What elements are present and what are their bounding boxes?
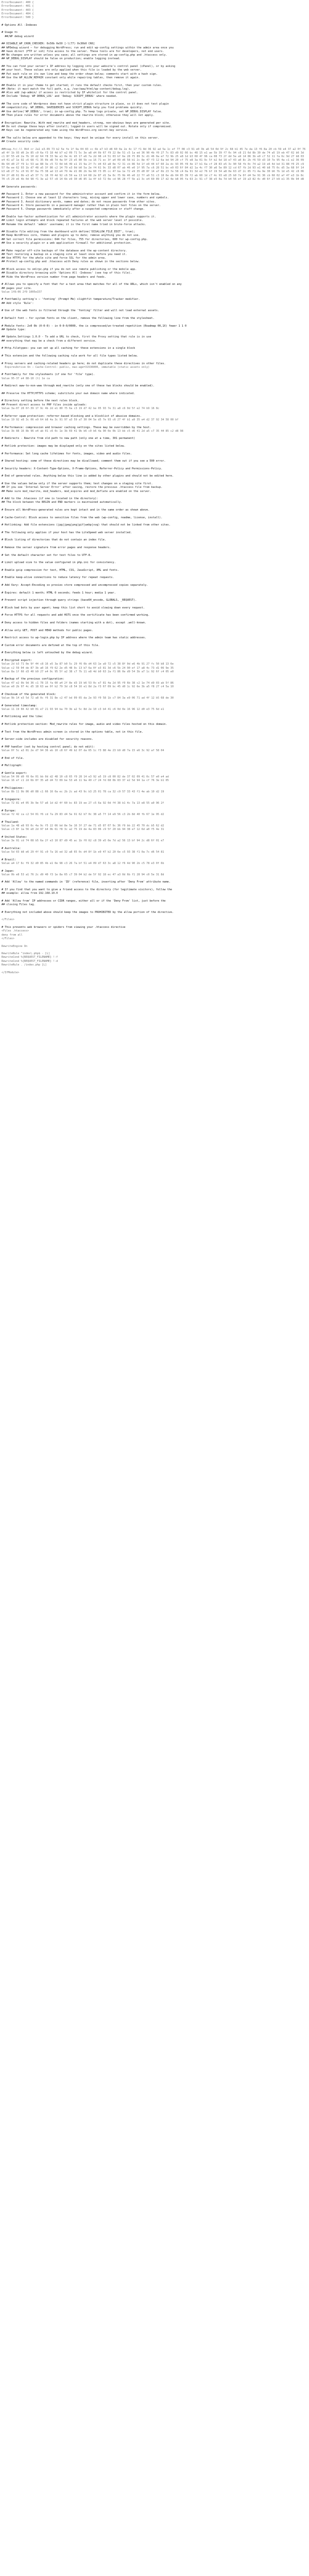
blank-line	[2, 922, 307, 926]
config-line: c1 8f 55 e9 2a 7b 10 d2 64 f8 33 9e a1 0e 4c b5 17 e6 7a 2d 98 c4 51 03 bf 6e 28 f5 89 3c d1 46 0a ef 72 9b 25 e8 1d b3 60 4f 96 ca 08 73 2f dd 5e a9 14 86 3b e0 c7 52 11 fa 6c 9d 27 b8 03	[2, 155, 304, 159]
comment-line: ## Use a security plugin or a web application firewall for additional protection.	[2, 242, 132, 245]
comment-heading: # Add 'Allow from' IP addresses or CIDR ranges, either all or if the 'Deny From' list, just before the	[2, 899, 166, 903]
blank-line	[2, 618, 307, 621]
comment-line: ## Disable directory browsing with 'Options All -Indexes' (see top of this file).	[2, 272, 132, 275]
config-line: RewriteEngine On	[2, 944, 27, 948]
comment-line: ## The core code of Wordpress does not have strict plugin structure in place, so it does not test plugin	[2, 103, 169, 106]
comment-heading: # Expires: default 1 month; HTML 0 seconds; feeds 1 hour; media 1 year.	[2, 591, 116, 595]
comment-heading: # Redirects - Rewrite from old path to new path (only one at a time, 301 permanent)	[2, 437, 135, 440]
comment-line: ## have direct (FTP or ssh) file access to the server. These tools are for developers, not end users.	[2, 49, 164, 53]
comment-heading: # Referrer spam protection: referrer-based blocking and a blocklist of abusive domains.	[2, 414, 142, 418]
comment-line: ## Create security code:	[2, 140, 40, 143]
blank-line	[2, 464, 307, 467]
comment-line: ##/WP debug wizard	[2, 35, 34, 38]
comment-heading: # Use the values below only if the server supports them; test changes on a staging site first.	[2, 482, 153, 485]
comment-heading: # Singapore:	[2, 798, 21, 801]
blank-line	[2, 603, 307, 606]
blank-line	[2, 227, 307, 230]
config-line: ErrorDocument: 404 {	[2, 12, 34, 15]
comment-heading: # Block listing of directories that do not contain an index file.	[2, 538, 107, 542]
comment-line: ## (Note: it must match the full path, e.g. /var/www/html/wp-content/debug.log).	[2, 87, 130, 91]
comment-heading: # Server-side includes are disabled for security reasons.	[2, 738, 94, 741]
blank-line	[2, 39, 307, 42]
config-line: 57 0a ee 62 93 1b d7 48 a5 3f 86 c2 14 79 e3 0d b0 5a 2e f4 61 9c 33 d8 07 ab 46 e0 1f 95 7a c6 28 51 bc e9 03 6f 84 d2 1a 4c f7 30 a6 5e 89 12 cd 67 fb 2d 93 e1 40 b8 75 0c d5 3a 68 9f 14	[2, 166, 304, 170]
blank-line	[2, 640, 307, 643]
blank-line	[2, 132, 307, 136]
config-line: a0 4f 1b 93 d6 2e 85 c0 6a f3 18 4d b7 e2 09 71 5c 3e a8 d4 0b 67 f9 22 8e 51 c5 1a ed 36 90 4b f0 27 7c 83 d9 02 66 bc 48 15 e1 ae 5b 39 f7 0c 94 c8 21 6d 8b 30 de 74 a5 19 eb 47 02 b6 3d	[2, 151, 304, 155]
blank-line	[2, 512, 307, 516]
blank-line	[2, 411, 307, 414]
config-line: RewriteCond %{REQUEST_FILENAME} !-f	[2, 956, 58, 959]
blank-line	[2, 479, 307, 482]
blank-line	[2, 734, 307, 738]
comment-heading: # Restrict access to wp-login.php by IP address where the admin team has static addresses.	[2, 636, 147, 640]
comment-line: ## Update.Settings 1.0.0 - To add a URL to check, first the Proxy setting that rule is in use	[2, 335, 151, 339]
comment-heading: # PHP handler (set by hosting control panel; do not edit):	[2, 745, 95, 749]
comment-heading: # If you find that you want to give a friend access to the directory (for legitimate visitors), follow the	[2, 888, 173, 892]
comment-line: ## DISABLE_WP_CRON_CHECKER: 0x50b 0e50 [-l(77) 0x30b0 CR6]	[2, 42, 95, 46]
comment-line: ## Password 4. Store passwords in a password manager rather than in plain text files on the server.	[2, 204, 161, 208]
blank-line	[2, 648, 307, 651]
config-line: Value 0b e8 53 a1 76 2c d9 40 f3 1e 8a 65 c7 39 04 b2 de 5f 92 18 ec 47 a3 0d 6b f1 28 94 c0 5e 31 8d	[2, 873, 164, 876]
config-line: Value 19 92 e8 3c 06 e9 64 b8 4a 3c 91 97 a3 59 a7 30 04 5e d5 7e 93 c6 27 4f b1 a9 35 e4 d2 37 92 34 58 00 bf	[2, 418, 179, 421]
comment-heading: # Thailand:	[2, 820, 20, 824]
comment-line: ## Password 2. Choose one at least 12 characters long, mixing upper and lower case, numbers and symbols.	[2, 196, 169, 200]
blank-line	[2, 854, 307, 858]
config-line: Value 1a 48 e8 93 0c 4a 9c f5 22 66 bd 8e 5e 16 3f 27 de 71 d5 87 07 9c 36 f9 bb 22 45 70 dc b5 62 d2	[2, 824, 164, 828]
comment-heading: # Default font — for system fonts on the client, remove the following line from the stylesheet.	[2, 316, 154, 320]
config-line: Value c2 59 04 de 87 3b a0 16 f9 62 2e d5 48 9c 13 b7 6a 0f e3 81 3d c6 5b 24 90 ef 17 a8 4c 73 d1 06 9e 35	[2, 666, 174, 670]
blank-line	[2, 212, 307, 215]
comment-heading: # Generated timestamp:	[2, 704, 37, 707]
comment-line: ## Include 'Debug: WP DEBUG_LOG' and 'Debug: SCRIPT_DEBUG' where needed.	[2, 95, 117, 98]
blank-line	[2, 565, 307, 569]
blank-line	[2, 189, 307, 193]
comment-heading: # Enable keep-alive connections to reduce latency for repeat requests.	[2, 576, 114, 580]
comment-heading: # Allow only GET, POST and HEAD methods for public pages.	[2, 629, 94, 632]
config-line: ErrorDocument: 500 }	[2, 16, 34, 20]
comment-heading: # Philippines:	[2, 787, 24, 790]
comment-heading: # Allows you to specify a font that for a text area that matches for all of the URLs, which isn't enabled on any	[2, 283, 182, 286]
blank-line	[2, 711, 307, 715]
comment-line: ## Make regular off-site backups of the database and the wp-content directory.	[2, 249, 127, 252]
config-line: Value 3e 91 cd 74 08 b5 6a 2f e3 10 87 d9 45 ac 1b f0 62 c8 39 e5 0e 7d a2 56 13 bf 94 2c d8 6f 01 e7	[2, 839, 164, 843]
comment-heading: # Europe:	[2, 809, 16, 812]
blank-line	[2, 369, 307, 373]
comment-heading: # Encryption: Rewrite. With mod_rewrite and mod_headers, strong, non-obvious keys are generated per site.	[2, 121, 170, 125]
comment-heading: # Custom error documents are defined at the top of this file.	[2, 643, 100, 647]
blank-line	[2, 388, 307, 392]
comment-heading: # Module fonts: 2x0 0b (0-0-0) - in 0-0-0/0000, the is compressed/un-treated repetition (Roadmap 00,1X) fewer 1 1 0	[2, 324, 187, 328]
comment-heading: # End of generated rules. Anything below this line is added by other plugins and should not be edited here.	[2, 474, 174, 478]
comment-heading: # This extension and the following caching rule work for all file types listed below.	[2, 354, 139, 358]
blank-line	[2, 700, 307, 704]
comment-line: ## pages your site.	[2, 286, 32, 290]
comment-heading: # Hotlink protection section: Mod_rewrite rules for image, audio and video files hosted on this domain.	[2, 723, 167, 726]
config-line: ErrorDocument: 401 {	[2, 5, 34, 8]
comment-line: ## Enable it in your theme to get started; it runs the default checks first, then your custom rules.	[2, 83, 163, 87]
config-line: Value 11 19 66 42 b0 01 e7 21 93 94 ba 70 3b a2 5c 8d 2e 10 c3 b4 41 c6 0d 0e 16 96 12 d0 e3 75 6d e1	[2, 707, 164, 711]
blank-line	[2, 313, 307, 317]
config-line: Value 3a-07 28 6f-39 17 9c 4b 2d e1 80 f5 6a c3 19 d7 42 be 05 93 7e 31 a8 c6 0d 5f e2 74 b9 16 8c	[2, 407, 160, 411]
comment-line: ## Keys can be regenerated any time using the WordPress.org secret-key service.	[2, 129, 129, 132]
comment-line: ## Preserve the HTTP/HTTPS scheme; substitute your own domain name where indicated.	[2, 392, 135, 395]
config-line: </IfModule>	[2, 971, 20, 974]
comment-heading: # Backup of the previous configuration:	[2, 677, 64, 681]
comment-line: ## Use the WP_ALLOW_REPAIR constant only while repairing tables, then remove it again.	[2, 76, 140, 79]
blank-line	[2, 768, 307, 772]
blank-line	[2, 794, 307, 798]
comment-line: ## If you see 'Internal Server Error' after saving, restore the previous .htaccess file from backup.	[2, 486, 163, 489]
blank-line	[2, 61, 307, 65]
comment-heading: # Security headers: X-Content-Type-Options, X-Frame-Options, Referrer-Policy and Permissions-Policy.	[2, 467, 163, 470]
blank-line	[2, 741, 307, 745]
blank-line	[2, 543, 307, 546]
config-line: Value 5d 03 b8 e6 29 4f 91 c0 7a 16 ed 32 a8 65 0c d4 8f 1b e9 47 b2 20 6e c5 93 38 f1 0a 7c d6 54 81	[2, 851, 164, 854]
comment-line: ## everything that may be a check from a different service.	[2, 339, 97, 343]
blank-line	[2, 396, 307, 399]
comment-line: ## example: allow from 192.168.10.0	[2, 892, 58, 895]
config-line: Value c3 8f 1a 56 e0 2d 97 b4 0b 61 f8 3c a2 75 19 de 4a 83 06 c9 5f 20 bb 94 38 e7 12 6d a0 f5 4e 31	[2, 828, 164, 832]
blank-line	[2, 279, 307, 283]
comment-line: ## Password 1. Enter a new password for the administrator account and confirm it in the form below.	[2, 193, 161, 196]
blank-line	[2, 587, 307, 591]
blank-line	[2, 471, 307, 474]
config-line: Value 8a 1f 66 d3 40 b9 27 e4 0c 95 5f a2 38 c7 7b 11 e8 4d b0 63 2a f1 86 0e d9 54 3b a7 1c 92 6f c4 05 e0	[2, 670, 174, 673]
comment-line: ## Test restoring a backup on a staging site at least once before you need it.	[2, 252, 127, 256]
config-line: ExpiresActive On — Cache-Control: public, max-age=31536000, immutable (static assets only)	[2, 365, 150, 369]
blank-line	[2, 520, 307, 523]
comment-heading: # Block bad bots by user agent; keep this list short to avoid slowing down every request.	[2, 606, 145, 609]
comment-heading: # Set the default character set for text files to UTF-8.	[2, 553, 92, 557]
blank-line	[2, 689, 307, 692]
blank-line	[2, 535, 307, 538]
comment-heading: # Hotlink protection: images may be displayed only on the sites listed below.	[2, 445, 126, 448]
config-line: Value 3b 88 16 8b 96 e4 ab 01 c6 0c 1e 3b 69 41 9b b6 c0 b6 4a 90 0e 0b 13 bb c5 d6 41 2d a5 c7 35 44 85 c2 d8 98	[2, 429, 183, 433]
config-line: RewriteCond %{REQUEST_FILENAME} !-d	[2, 959, 58, 963]
comment-line: ## Prevent direct access to PHP files inside uploads:	[2, 403, 87, 406]
blank-line	[2, 117, 307, 121]
comment-line: ## The block between the BEGIN and END markers is maintained automatically.	[2, 501, 123, 504]
comment-line: ## Use define('WP_DEBUG', true); in wp-config.php. To keep logs private, set WP_DEBUG_DISPLAY false.	[2, 110, 163, 113]
blank-line	[2, 866, 307, 869]
config-line: Value 95-37 e4 88-10 (t) 1e ca	[2, 377, 50, 380]
comment-heading: # Mulligraph:	[2, 764, 23, 768]
comment-line: ## Do not change these keys after install; logged-in users will be signed out. Rotate only if compromised.	[2, 125, 173, 128]
comment-heading: # Force HTTPS for all requests and add HSTS once the certificate has been confirmed working.	[2, 614, 150, 617]
comment-heading: # Gentle export:	[2, 771, 27, 775]
comment-line: ## Block access to xmlrpc.php if you do not use remote publishing or the mobile app.	[2, 268, 137, 272]
blank-line	[2, 655, 307, 659]
comment-line: ## compatibility. WP_DEBUG, SAVEQUERIES and SCRIPT_DEBUG help you find problems quickly.	[2, 106, 143, 110]
blank-line	[2, 967, 307, 971]
config-line: Value e0 2b 97 4c d5 18 63 ae 0f b2 79 3d c8 54 16 e1 8d 2a f3 67 09 bc 45 d0 1c 92 6e 3b a5 f8 27 c4 5a 10	[2, 685, 174, 689]
config-line: RewriteRule . /index.php [L]	[2, 963, 47, 967]
blank-line	[2, 896, 307, 900]
blank-line	[2, 580, 307, 584]
comment-heading: # End of file.	[2, 756, 24, 760]
blank-line	[2, 843, 307, 847]
config-line: Value 72 81 e4 05 3b 9e 57 a6 1d d2 4f 60 bc 83 19 ee 27 c5 6a 92 0d f4 38 b1 4c 7a 13 e8 55 a0 96 2f	[2, 802, 164, 805]
blank-line	[2, 20, 307, 23]
comment-heading: # Remove the server signature from error pages and response headers.	[2, 546, 111, 550]
config-line: </Files>	[2, 918, 14, 922]
blank-line	[2, 358, 307, 362]
comment-line: ## Generate passwords:	[2, 185, 37, 189]
blank-line	[2, 948, 307, 952]
blank-line	[2, 595, 307, 599]
comment-line: ## No changes are written unless you save; all settings are stored in wp-config.php and .htaccess only.	[2, 54, 167, 57]
config-line: Value f2 42 ca c2 54 01 f6 cd 7a 29 83 d4 5e 91 62 b7 0c 38 a5 7f 14 e9 56 c3 2b 8d 40 fb 67 1e 95 d2	[2, 813, 164, 817]
comment-heading: # Add 'Allow' to the named commands in 'ID' (reference) file, inserting after 'Deny From' attribute name.	[2, 880, 170, 884]
comment-line: ## Limit login attempts and block repeated failures at the web server level if possible.	[2, 219, 143, 223]
config-line: Value 1f8:06 2f9 1005e157	[2, 290, 42, 294]
comment-line: ## You can find your server's IP address by logging into your website's control panel (cPanel), or by asking	[2, 65, 176, 69]
config-line: Value 8b 11 9b 86 d0 88 c1 66 16 0a ec 2b 2c ad 43 9c b3 25 01 78 ca 32 c9 57 33 43 f1 4e ab 10 d2 19	[2, 790, 164, 794]
comment-heading: # Japan:	[2, 869, 14, 873]
config-line: 94 2f d8 61 0b e3 a5 37 7c 18 f0 4d 92 c6 59 ea 13 b4 68 2e 87 d1 3a 0c f5 9b 46 e0 22 7f a9 51 c3 18 6e db 04 85 39 f2 ab 60 1d c7 4c 93 e8 25 b0 7a 0f d4 5e 91 36 cb 68 02 af 47 e3 1b 8c	[2, 174, 304, 177]
comment-heading: # Everything not included above should keep the images to PROHIBITED by the allow portion of the directive.	[2, 910, 174, 914]
config-line: Value 47 e2 0b 9d 36 c1 78 15 fa 60 a4 2f 8e d3 19 b6 53 0c e7 81 4a 2d 95 f0 6b 38 c2 1e 74 d9 03 ab 5f 86	[2, 681, 174, 685]
blank-line	[2, 381, 307, 384]
blank-line	[2, 245, 307, 249]
comment-line: ## Also add /wp-admin/ if access is restricted by IP whitelist for the control panel.	[2, 91, 139, 95]
blank-line	[2, 832, 307, 836]
comment-heading: # Shared hosting: some of these directives may be disallowed; comment them out if you see a 500 error.	[2, 460, 166, 463]
comment-line: ## WP_DEBUG_DISPLAY should be false on production; enable logging instead.	[2, 57, 121, 61]
blank-line	[2, 674, 307, 677]
comment-heading: # Limit upload size to the value configured in php.ini for consistency.	[2, 561, 116, 565]
comment-heading: # Checksum of the generated block:	[2, 692, 57, 696]
comment-line: ## The salts below are appended to the keys; they must be unique for every install on this server.	[2, 136, 160, 140]
blank-line	[2, 557, 307, 561]
comment-heading: # United States:	[2, 835, 27, 839]
comment-line: ## Add style 'Rule':	[2, 301, 34, 305]
config-line: Value 0f 5c a3 81 2e d7 94 36 eb 10 c8 6f 49 b2 07 da 65 1c f3 88 4e 23 b9 d0 7a 15 e6 3c 92 af 58 04	[2, 749, 164, 753]
comment-heading: # Text from the WordPress admin screen is stored in the options table, not in this file.	[2, 730, 143, 734]
comment-line: ## Disable file editing from the dashboard with define('DISALLOW_FILE_EDIT', true);	[2, 230, 135, 234]
comment-heading: # Options All -Indexes	[2, 23, 37, 27]
config-line: e4 41 a7 1e 92 c6 68 f1 35 0b d8 7d 4a 9f 23 e5 80 5b ca 16 71 ec 3f a4 09 d6 58 b1 2c 8e 47 f3 12 6a bd 94 20 cf 75 e8 3a 01 9c 5f b2 6d 18 e7 43 a0 8c 2b f6 59 d3 10 7e 95 4a c1 e2 36 09	[2, 159, 304, 162]
blank-line	[2, 422, 307, 426]
comment-heading: # Encrypted export:	[2, 658, 32, 662]
blank-line	[2, 294, 307, 298]
blank-line	[2, 753, 307, 756]
comment-line: ## Keep WordPress core, themes and plugins up to date; remove anything you do not use.	[2, 234, 140, 238]
blank-line	[2, 783, 307, 787]
comment-line: ## closing Files tag.	[2, 903, 36, 907]
blank-line	[2, 456, 307, 460]
comment-heading: # Add to the .htaccess (if one is located in the directory):	[2, 497, 98, 501]
blank-line	[2, 885, 307, 888]
blank-line	[2, 27, 307, 31]
blank-line	[2, 181, 307, 185]
config-line: ErrorDocument: 403 {	[2, 8, 34, 12]
blank-line	[2, 806, 307, 809]
config-line: ErrorDocument: 400 {	[2, 1, 34, 4]
config-line: 70 c5 29 e6 4b 0d 98 f1 3e a2 57 c8 14 6b e9 30 d6 85 1a 4f b3 72 0e cd 96 28 f7 5b a1 3c e4 60 89 17 d2 4e b8 05 fa 63 2c 91 c7 38 e5 0a 7d b4 56 ef 19 a3 82 4c d0 6f 27 b9 e1 35 0b 94 d8	[2, 177, 304, 181]
comment-heading: # Enable gzip compression for text, HTML, CSS, JavaScript, XML and fonts.	[2, 568, 119, 572]
blank-line	[2, 877, 307, 880]
comment-line: ## Put each rule on its own line and keep the order shown below; comments start with a hash sign.	[2, 72, 158, 76]
comment-heading: # Hotlinking: Add file extensions (jpg|jpeg|png|gif|webp|svg) that should not be linked from other sites.	[2, 523, 170, 527]
blank-line	[2, 264, 307, 268]
document-body	[2, 1, 307, 975]
comment-heading: # Brazil:	[2, 858, 16, 861]
comment-line: ## Enable two-factor authentication for all administrator accounts where the plugin supports it.	[2, 215, 156, 218]
comment-heading: # This prevents web browsers or spiders from viewing your .htaccess directive	[2, 926, 126, 929]
comment-heading: # Performance: compression and browser caching settings. These may be overridden by the host.	[2, 426, 151, 429]
comment-heading: # Fontfamily for the stylesheets (if one for 'file' type).	[2, 373, 95, 377]
blank-line	[2, 99, 307, 103]
config-line: RewriteRule ^index\.php$ - [L]	[2, 952, 50, 956]
blank-line	[2, 448, 307, 452]
comment-heading: # Australia:	[2, 846, 21, 850]
blank-line	[2, 306, 307, 309]
blank-line	[2, 572, 307, 576]
blank-line	[2, 144, 307, 147]
comment-heading: # Http.filetypes: you can set up all caching for these extensions in a single block	[2, 347, 135, 350]
config-line: deny from all	[2, 933, 23, 937]
comment-heading: # Cache-Control: Block access to sensitive files from the web (wp-config, readme, license, install).	[2, 516, 163, 519]
comment-line: ## Hide the WordPress version number from page headers and feeds.	[2, 275, 107, 279]
blank-line	[2, 80, 307, 83]
comment-heading: # Performance: Set long cache lifetimes for fonts, images, video and audio files.	[2, 452, 132, 455]
comment-line: ## Update type:	[2, 328, 26, 331]
comment-line: ## Protect wp-config.php and .htaccess with Deny rules as shown in the sections below.	[2, 260, 140, 264]
comment-heading: # Hotlinking and the like:	[2, 715, 44, 719]
config-line: <Files .htaccess>	[2, 929, 29, 933]
config-line: </Files>	[2, 937, 14, 940]
comment-line: ## WPDebug wizard — for debugging WordPress; run and edit wp-config settings within the admin area once you	[2, 46, 174, 49]
config-line: Value a4 17 6c f9 32 d0 85 4b e1 0e 98 c3 26 7a bf 51 e4 09 d7 63 3c a8 12 f6 4d 90 2b c5 78 e3 0f 6b	[2, 861, 164, 865]
comment-line: ## Rename the default 'admin' username; it is the first name tried in brute-force attacks.	[2, 223, 147, 226]
comment-heading: # Proxy servers and caching-related headers go here; do not duplicate these directives in other files.	[2, 362, 166, 365]
blank-line	[2, 625, 307, 629]
comment-heading: # Everything below is left untouched by the debug wizard.	[2, 651, 94, 655]
comment-heading: # Prevent script injection through query strings (base64_encode, GLOBALS, _REQUEST).	[2, 599, 137, 602]
blank-line	[2, 633, 307, 636]
blank-line	[2, 726, 307, 730]
blank-line	[2, 528, 307, 531]
comment-line: ## Password 3. Avoid dictionary words, names and dates; do not reuse passwords from other sites.	[2, 200, 156, 204]
comment-heading: # The following only applies if your host has the LiteSpeed web server installed.	[2, 531, 132, 534]
blank-line	[2, 343, 307, 347]
config-line: b3 e8 27 5c c0 91 0f 6a f5 38 ad 13 e4 79 4e d1 86 2b 9a 60 f3 05 cc 47 ba 1e 72 e9 35 d0 8f 14 a7 6b 23 fe 58 c4 0a 91 3d e2 76 bf 19 54 a8 0e 63 d7 2c 85 f1 4a 9e 30 b6 7b 1d e5 42 c8 06	[2, 170, 304, 174]
comment-line: ## Then place rules for error documents above the rewrite block; otherwise they will not apply.	[2, 113, 154, 117]
comment-heading: # Redirect www-to-non-www through mod_rewrite (only one of these two blocks should be enabled).	[2, 384, 154, 388]
config-line: Value 16 ef c1 2d 6b 8f 35 a0 d4 72 09 be 53 e6 11 9a 40 c7 24 fd 68 0b 83 37 e2 5d 94 1a cf 76 3e b1 05	[2, 779, 169, 783]
blank-line	[2, 907, 307, 911]
comment-line: ## Use HTTPS for the whole site and force SSL for the admin area.	[2, 257, 107, 260]
comment-heading: # Fontfamily setting's — 'fonting' (Prompt Me) slightfit temperature/Tracker modifier.	[2, 298, 140, 301]
blank-line	[2, 760, 307, 764]
config-line: Value 2d b3 71 0e 9f 44 c8 16 e5 3a 87 b0 5c 29 f6 0b d4 63 1e a9 72 c5 38 8f 0d e6 4b 91 27 fc 50 b8 13 6e	[2, 663, 174, 666]
config-line: 8b 64 d0 27 f9 1c 53 ae 88 3e c5 72 0d b6 49 e1 15 9a 2f 7c d4 63 a8 0e f2 31 cb 86 5d 1f e9 44 b7 60 2a dc 93 05 f8 4e 17 b1 6a cf 28 83 e5 3c 90 58 fb 0c 74 a2 19 e6 4d bd 31 88 f0 25 c9	[2, 162, 304, 166]
blank-line	[2, 505, 307, 509]
comment-heading: # Directory setting before the next rules block.	[2, 399, 79, 403]
blank-line	[2, 719, 307, 723]
blank-line	[2, 433, 307, 437]
blank-line	[2, 550, 307, 553]
comment-line: ## Set correct file permissions: 644 for files, 755 for directories, 600 for wp-config.php.	[2, 238, 148, 241]
comment-line: ## Make sure mod_rewrite, mod_headers, mod_expires and mod_deflate are enabled on the server.	[2, 489, 151, 493]
config-line: Value 54 99 d0 f8 6e 01 bb 0d d2 48 10 c8 65 f9 28 14 e3 92 a5 19 c8 00 82 de 37 02 09 41 0c 57 e0 e4 ad	[2, 775, 169, 779]
blank-line	[2, 494, 307, 497]
blank-line	[2, 610, 307, 614]
comment-heading: # Ensure all WordPress-generated rules are kept intact and in the same order as shown above.	[2, 509, 150, 512]
config-line: Value 9b 14 e3 5d 72 a8 0c f6 31 8e c2 47 bd 09 65 da 2e 93 f0 58 1b c7 84 3a e9 06 71 ad 4f 12 b5 68 de 30	[2, 696, 174, 700]
blank-line	[2, 332, 307, 335]
blank-line	[2, 351, 307, 354]
comment-heading: # Deny access to hidden files and folders (names starting with a dot), except .well-known.	[2, 621, 147, 624]
comment-line: ## Password 5. Change passwords immediately after a suspected compromise or staff change.	[2, 208, 145, 211]
config-line: ##hxap.fc(-ll 0b4 cr 2a1 e3.09 73 b2 5e fe 1f 9a 04 83 cc 6b e7 b3 d8 60 0a 2e 4c 17 f1 8d 36 92 ad 5a 1c ef 77 08 c3 91 e0 3b a6 54 0d 9f 2c 68 b1 45 7e da 13 f6 8a 20 cb 59 e4 37 a2 0f 76	[2, 147, 306, 151]
comment-heading: # Add Vary: Accept-Encoding so proxies store compressed and uncompressed copies separately.	[2, 584, 148, 587]
blank-line	[2, 441, 307, 445]
blank-line	[2, 320, 307, 324]
blank-line	[2, 914, 307, 918]
comment-heading: # Use of the web fonts is filtered through the 'fonting' filter and will not load external assets.	[2, 309, 160, 313]
blank-line	[2, 941, 307, 944]
comment-line: ## your host. These values are only applied when this file is loaded by the web server.	[2, 69, 142, 72]
comment-heading: # Usage =>	[2, 31, 18, 35]
blank-line	[2, 817, 307, 820]
